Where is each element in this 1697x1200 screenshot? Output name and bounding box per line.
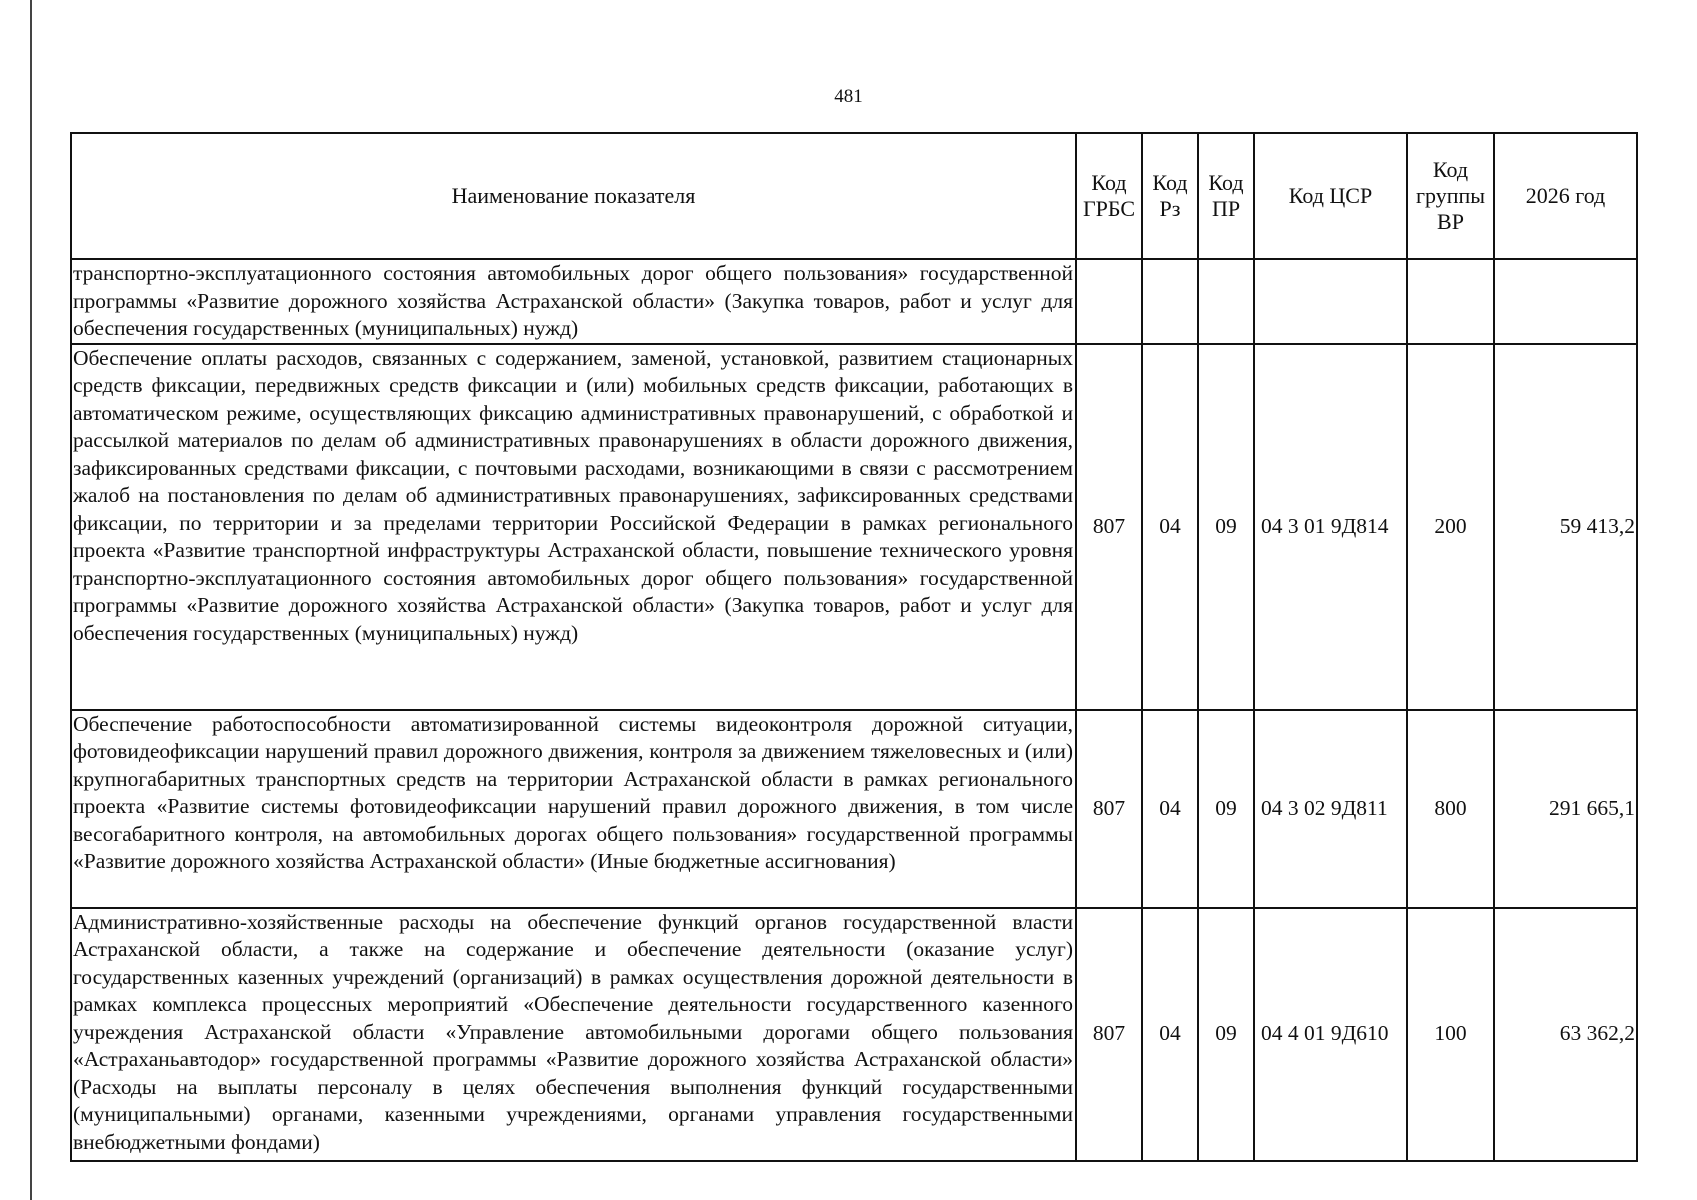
row-grbs: 807 (1076, 344, 1142, 710)
header-pr-line-1: Код (1208, 170, 1244, 195)
row-rz (1142, 259, 1198, 344)
header-vr-line-3: ВР (1437, 209, 1464, 234)
header-vr-line-1: Код (1432, 157, 1469, 182)
row-grbs: 807 (1076, 908, 1142, 1161)
row-vr: 200 (1407, 344, 1494, 710)
row-grbs: 807 (1076, 710, 1142, 908)
header-rz-line-1: Код (1152, 170, 1188, 195)
row-csr: 04 3 01 9Д814 (1254, 344, 1407, 710)
row-pr: 09 (1198, 908, 1254, 1161)
row-name: Обеспечение оплаты расходов, связанных с содержанием, заменой, установкой, развитием стационарных средств фиксации, передвижных средств фиксации и (или) мобильных средств фиксации, работающих в автоматическом режиме, осуществляющих фиксацию административных правонарушений, с обработкой и рассылкой материалов по делам об административных правонарушениях в области дорожного движения, зафиксированных средствами фиксации, с почтовыми расходами, возникающими в связи с рассмотрением жалоб на постановления по делам об административных правонарушениях, зафиксированных средствами фиксации, по территории и за пределами территории Российской Федерации в рамках регионального проекта «Развитие транспортной инфраструктуры Астраханской области, повышение технического уровня транспортно-эксплуатационного состояния автомобильных дорог общего пользования» государственной программы «Развитие дорожного хозяйства Астраханской области» (Закупка товаров, работ и услуг для обеспечения государственных (муниципальных) нужд) (71, 344, 1076, 710)
row-csr: 04 4 01 9Д610 (1254, 908, 1407, 1161)
row-rz: 04 (1142, 710, 1198, 908)
row-vr (1407, 259, 1494, 344)
header-rz (1142, 133, 1198, 259)
table-row (71, 710, 1637, 908)
row-amount (1494, 259, 1637, 344)
row-amount: 63 362,2 (1494, 908, 1637, 1161)
row-csr: 04 3 02 9Д811 (1254, 710, 1407, 908)
row-vr: 100 (1407, 908, 1494, 1161)
row-amount: 291 665,1 (1494, 710, 1637, 908)
row-amount: 59 413,2 (1494, 344, 1637, 710)
header-grbs-line-2: ГРБС (1082, 196, 1136, 221)
table-row (71, 344, 1637, 710)
table-row (71, 908, 1637, 1161)
header-grbs (1076, 133, 1142, 259)
row-name: Административно-хозяйственные расходы на обеспечение функций органов государственной власти Астраханской области, а также на содержание и обеспечение деятельности (оказание услуг) государственных казенных учреждений (организаций) в рамках осуществления дорожной деятельности в рамках комплекса процессных мероприятий «Обеспечение деятельности государственного казенного учреждения Астраханской области «Управление автомобильными дорогами общего пользования «Астраханьавтодор» государственной программы «Развитие дорожного хозяйства Астраханской области» (Расходы на выплаты персоналу в целях обеспечения выполнения функций государственными (муниципальными) органами, казенными учреждениями, органами управления государственными внебюджетными фондами) (71, 908, 1076, 1161)
header-vr (1407, 133, 1494, 259)
row-pr: 09 (1198, 710, 1254, 908)
row-rz: 04 (1142, 344, 1198, 710)
header-pr (1198, 133, 1254, 259)
row-rz: 04 (1142, 908, 1198, 1161)
header-name: Наименование показателя (71, 133, 1076, 259)
row-name: Обеспечение работоспособности автоматизированной системы видеоконтроля дорожной ситуации, фотовидеофиксации нарушений правил дорожного движения, контроля за движением тяжеловесных и (или) крупногабаритных транспортных средств на территории Астраханской области в рамках регионального проекта «Развитие системы фотовидеофиксации нарушений правил дорожного движения, в том числе весогабаритного контроля, на автомобильных дорогах общего пользования» государственной программы «Развитие дорожного хозяйства Астраханской области» (Иные бюджетные ассигнования) (71, 710, 1076, 908)
row-vr: 800 (1407, 710, 1494, 908)
table-row (71, 259, 1637, 344)
header-rz-line-2: Рз (1159, 196, 1181, 221)
header-vr-line-2: группы (1415, 183, 1486, 208)
row-grbs (1076, 259, 1142, 344)
row-name: транспортно-эксплуатационного состояния автомобильных дорог общего пользования» государственной программы «Развитие дорожного хозяйства Астраханской области» (Закупка товаров, работ и услуг для обеспечения государственных (муниципальных) нужд) (71, 259, 1076, 344)
table-header-row (71, 133, 1637, 259)
left-margin-line (30, 0, 32, 1200)
row-pr (1198, 259, 1254, 344)
row-pr: 09 (1198, 344, 1254, 710)
header-grbs-line-1: Код (1091, 170, 1127, 195)
page-number: 481 (834, 86, 863, 107)
header-csr: Код ЦСР (1254, 133, 1407, 259)
header-pr-line-2: ПР (1211, 196, 1241, 221)
budget-table (70, 132, 1638, 1162)
row-csr (1254, 259, 1407, 344)
header-year: 2026 год (1494, 133, 1637, 259)
